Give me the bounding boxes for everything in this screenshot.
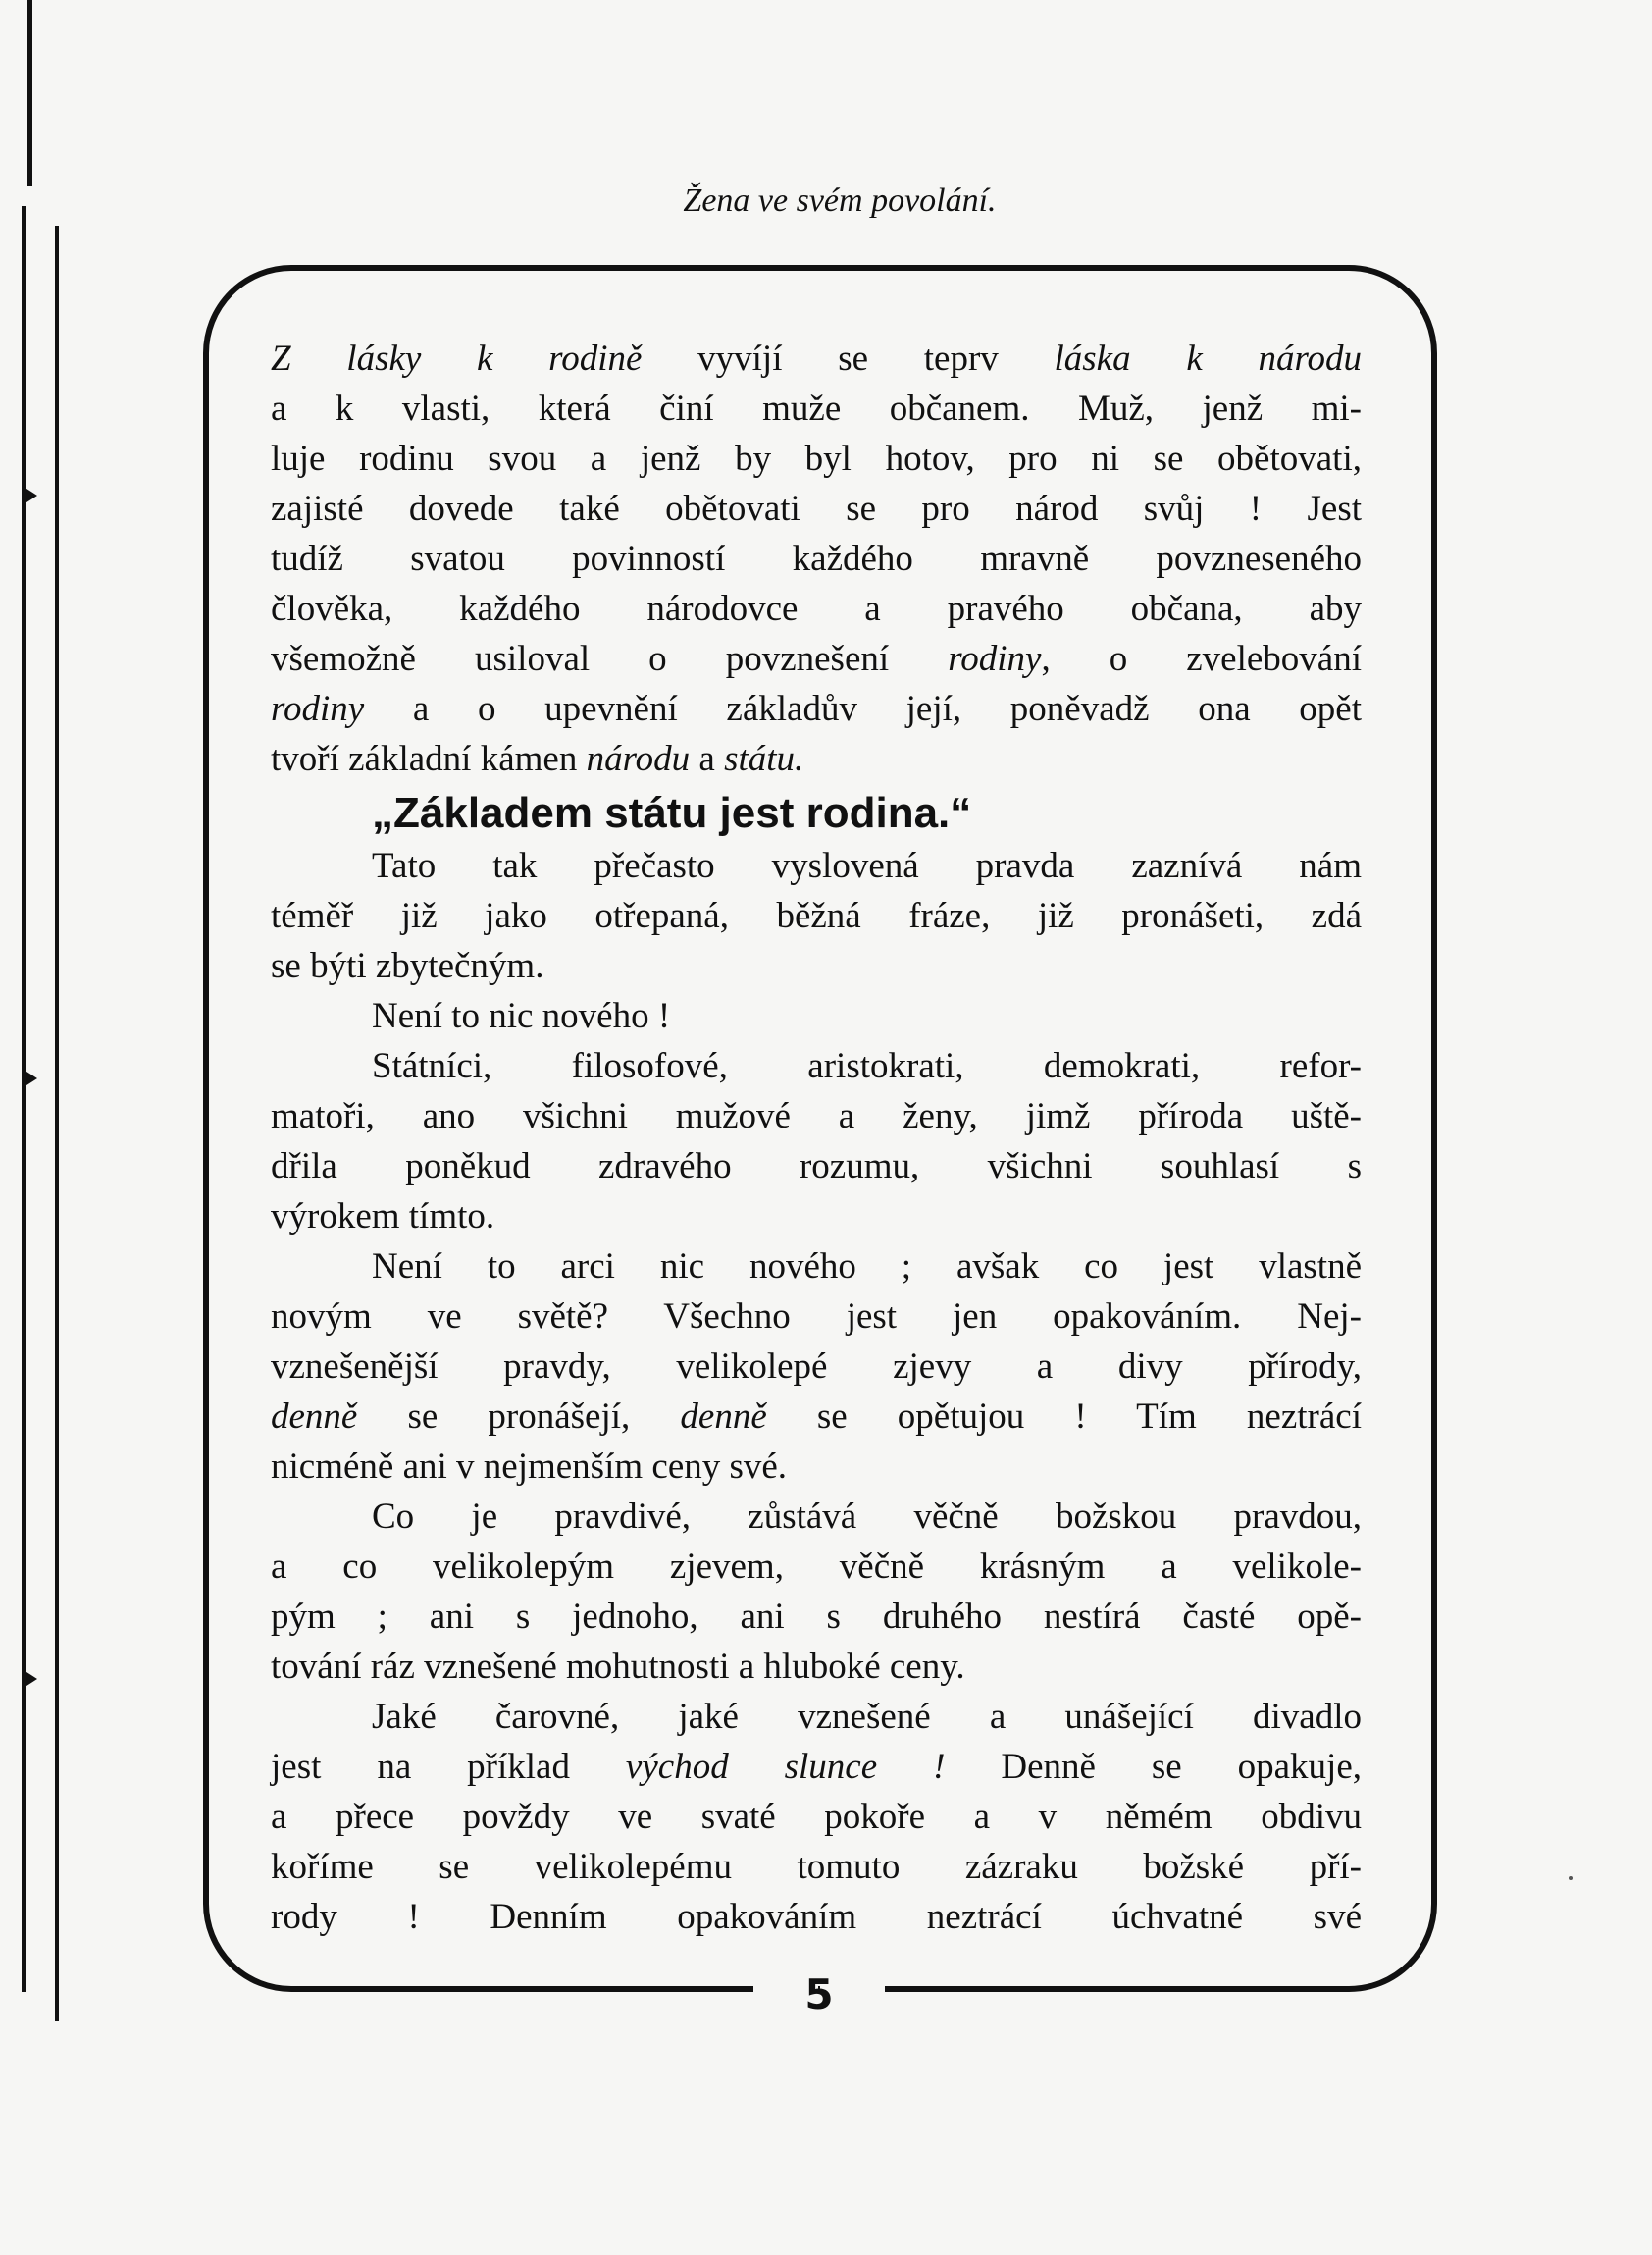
text-line: tvoří základní kámen národu a státu. (271, 739, 804, 779)
text-line: a k vlasti, která činí muže občanem. Muž, jenž mi- (271, 389, 1362, 429)
text-line: Není to nic nového ! (372, 996, 671, 1036)
text-line: koříme se velikolepému tomuto zázraku božské pří- (271, 1847, 1362, 1887)
binding-edge-line (55, 226, 59, 2021)
text-line: matoři, ano všichni mužové a ženy, jimž příroda uště- (271, 1096, 1362, 1136)
binding-edge-line (22, 206, 26, 1992)
text-line: Z lásky k rodině vyvíjí se teprv láska k národu (271, 339, 1362, 379)
text-line: výrokem tímto. (271, 1196, 495, 1236)
text-line: vznešenější pravdy, velikolepé zjevy a divy přírody, (271, 1346, 1362, 1387)
text-line: dřila poněkud zdravého rozumu, všichni souhlasí s (271, 1146, 1362, 1186)
text-line: Státníci, filosofové, aristokrati, demokrati, refor- (372, 1046, 1362, 1086)
text-line: pým ; ani s jednoho, ani s druhého nestírá časté opě- (271, 1597, 1362, 1637)
text-line: luje rodinu svou a jenž by byl hotov, pro ni se obětovati, (271, 439, 1362, 479)
binding-mark-icon (24, 487, 37, 504)
text-line: Není to arci nic nového ; avšak co jest vlastně (372, 1246, 1362, 1286)
text-line: Co je pravdivé, zůstává věčně božskou pravdou, (372, 1496, 1362, 1537)
body-text (271, 334, 1362, 1942)
text-line: jest na příklad východ slunce ! Denně se opakuje, (271, 1747, 1362, 1787)
text-line: člověka, každého národovce a pravého občana, aby (271, 589, 1362, 629)
running-header: Žena ve svém povolání. (683, 183, 997, 219)
text-line: Jaké čarovné, jaké vznešené a unášející divadlo (372, 1697, 1362, 1737)
text-line: nicméně ani v nejmenším ceny své. (271, 1446, 788, 1487)
page-number: 5 (804, 1970, 834, 2019)
text-line: novým ve světě? Všechno jest jen opakováním. Nej- (271, 1296, 1362, 1337)
binding-edge-line (27, 0, 32, 186)
text-line: rody ! Denním opakováním neztrácí úchvatné své (271, 1897, 1362, 1937)
text-line: téměř již jako otřepaná, běžná fráze, již pronášeti, zdá (271, 896, 1362, 936)
text-line: tování ráz vznešené mohutnosti a hluboké ceny. (271, 1647, 965, 1687)
text-line: tudíž svatou povinností každého mravně povzneseného (271, 539, 1362, 579)
section-heading: „Základem státu jest rodina.“ (372, 789, 972, 837)
dust-speck (1569, 1876, 1573, 1880)
text-line: všemožně usiloval o povznešení rodiny, o zvelebování (271, 639, 1363, 679)
text-line: a co velikolepým zjevem, věčně krásným a velikole- (271, 1547, 1362, 1587)
text-line: rodiny a o upevnění základův její, poněvadž ona opět (271, 689, 1362, 729)
text-line: se býti zbytečným. (271, 946, 544, 986)
binding-mark-icon (24, 1070, 37, 1087)
text-line: a přece povždy ve svaté pokoře a v němém obdivu (271, 1797, 1362, 1837)
text-line: denně se pronášejí, denně se opětujou ! Tím neztrácí (271, 1396, 1362, 1437)
text-line: Tato tak přečasto vyslovená pravda zaznívá nám (372, 846, 1362, 886)
text-line: zajisté dovede také obětovati se pro národ svůj ! Jest (271, 489, 1362, 529)
binding-mark-icon (24, 1670, 37, 1688)
